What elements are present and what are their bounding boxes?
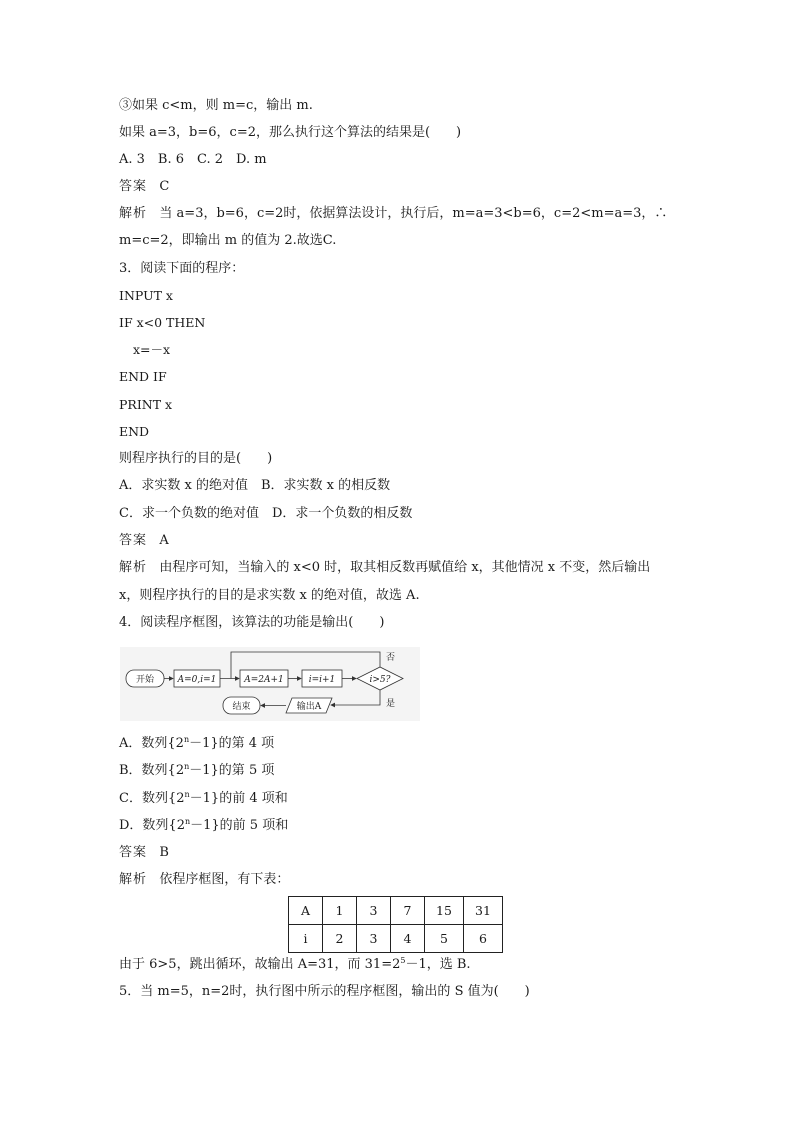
end-label: 结束	[232, 702, 251, 712]
table-row	[289, 925, 503, 953]
option-text: A．数列{2	[119, 736, 184, 751]
q2-explanation-cont: m=c=2，即输出 m 的值为 2.故选C.	[119, 233, 337, 248]
q3-options-cd: C．求一个负数的绝对值 D．求一个负数的相反数	[119, 506, 413, 521]
explanation-label: 解析	[119, 560, 148, 575]
option-text: －1}的第 4 项	[189, 736, 275, 751]
no-label: 否	[386, 653, 396, 663]
option-text: －1}的前 4 项和	[189, 791, 288, 806]
code-line-4: END IF	[119, 369, 167, 384]
start-label: 开始	[135, 675, 155, 685]
explanation-text: 依程序框图，有下表：	[159, 872, 290, 887]
answer-label: 答案	[119, 533, 148, 548]
q2-stem: 如果 a=3，b=6，c=2，那么执行这个算法的结果是( )	[119, 125, 462, 140]
trace-table	[288, 896, 503, 953]
table-cell: 1	[323, 897, 357, 925]
table-cell: 3	[357, 897, 391, 925]
answer-value: A	[159, 533, 169, 548]
q4-option-d	[119, 817, 288, 835]
code-line-2: IF x<0 THEN	[119, 315, 206, 330]
table-row	[289, 897, 503, 925]
superscript: n	[184, 762, 190, 771]
explanation-label: 解析	[119, 872, 148, 887]
yes-label: 是	[386, 699, 396, 709]
q3-explanation	[119, 559, 650, 577]
assign-i-label: i=i+1	[308, 675, 336, 685]
assign-a-label: A=2A+1	[244, 675, 284, 685]
q4-conclusion	[119, 956, 471, 974]
code-line-6: END	[119, 424, 150, 439]
q3-title: 3．阅读下面的程序：	[119, 261, 245, 276]
table-cell: 6	[464, 925, 503, 953]
table-cell: 3	[357, 925, 391, 953]
table-cell: i	[289, 925, 323, 953]
superscript: n	[184, 817, 191, 826]
init-label: A=0,i=1	[177, 675, 217, 685]
table-cell: 4	[391, 925, 425, 953]
option-text: －1}的第 5 项	[189, 763, 275, 778]
q3-explanation-cont: x，则程序执行的目的是求实数 x 的绝对值，故选 A.	[119, 588, 420, 603]
superscript: n	[183, 735, 190, 744]
answer-label: 答案	[119, 179, 148, 194]
table-cell: 5	[425, 925, 464, 953]
code-line-1: INPUT x	[119, 288, 173, 303]
q2-condition-3: ③如果 c<m，则 m=c，输出 m.	[119, 98, 313, 113]
q3-answer	[119, 532, 169, 550]
table-cell: 7	[391, 897, 425, 925]
q4-option-c	[119, 790, 288, 808]
explanation-text: 当 a=3，b=6，c=2时，依据算法设计，执行后，m=a=3<b=6，c=2<m=a=3，∴	[159, 206, 668, 221]
q2-options: A. 3 B. 6 C. 2 D. m	[119, 152, 267, 167]
code-line-3: x=－x	[133, 342, 171, 357]
answer-value: C	[159, 179, 170, 194]
answer-label: 答案	[119, 845, 148, 860]
answer-value: B	[159, 845, 169, 860]
option-text: －1}的前 5 项和	[190, 818, 289, 833]
conclusion-text: －1，选 B.	[405, 957, 471, 972]
q4-answer	[119, 844, 169, 862]
q3-options-ab: A．求实数 x 的绝对值 B．求实数 x 的相反数	[119, 478, 391, 493]
q4-option-b	[119, 762, 274, 780]
conclusion-text: 由于 6>5，跳出循环，故输出 A=31，而 31=2	[119, 957, 401, 972]
q4-stem: 4．阅读程序框图，该算法的功能是输出( )	[119, 615, 385, 630]
q2-answer	[119, 178, 169, 196]
explanation-label: 解析	[119, 206, 148, 221]
q5-stem: 5．当 m=5，n=2时，执行图中所示的程序框图，输出的 S 值为( )	[119, 984, 530, 999]
q3-stem: 则程序执行的目的是( )	[119, 451, 273, 466]
superscript: 5	[400, 956, 406, 965]
table-cell: 31	[464, 897, 503, 925]
option-text: B．数列{2	[119, 763, 185, 778]
table-cell: 15	[425, 897, 464, 925]
option-text: D．数列{2	[119, 818, 185, 833]
q4-explanation	[119, 871, 289, 889]
table-cell: 2	[323, 925, 357, 953]
decision-label: i>5?	[369, 675, 391, 685]
output-label: 输出A	[296, 702, 322, 712]
code-line-5: PRINT x	[119, 397, 173, 412]
q4-option-a	[119, 735, 274, 753]
explanation-text: 由程序可知，当输入的 x<0 时，取其相反数再赋值给 x，其他情况 x 不变，然后输出	[159, 560, 651, 575]
option-text: C．数列{2	[119, 791, 185, 806]
table-cell: A	[289, 897, 323, 925]
q2-explanation	[119, 205, 667, 223]
flowchart	[120, 647, 420, 721]
superscript: n	[184, 790, 190, 799]
